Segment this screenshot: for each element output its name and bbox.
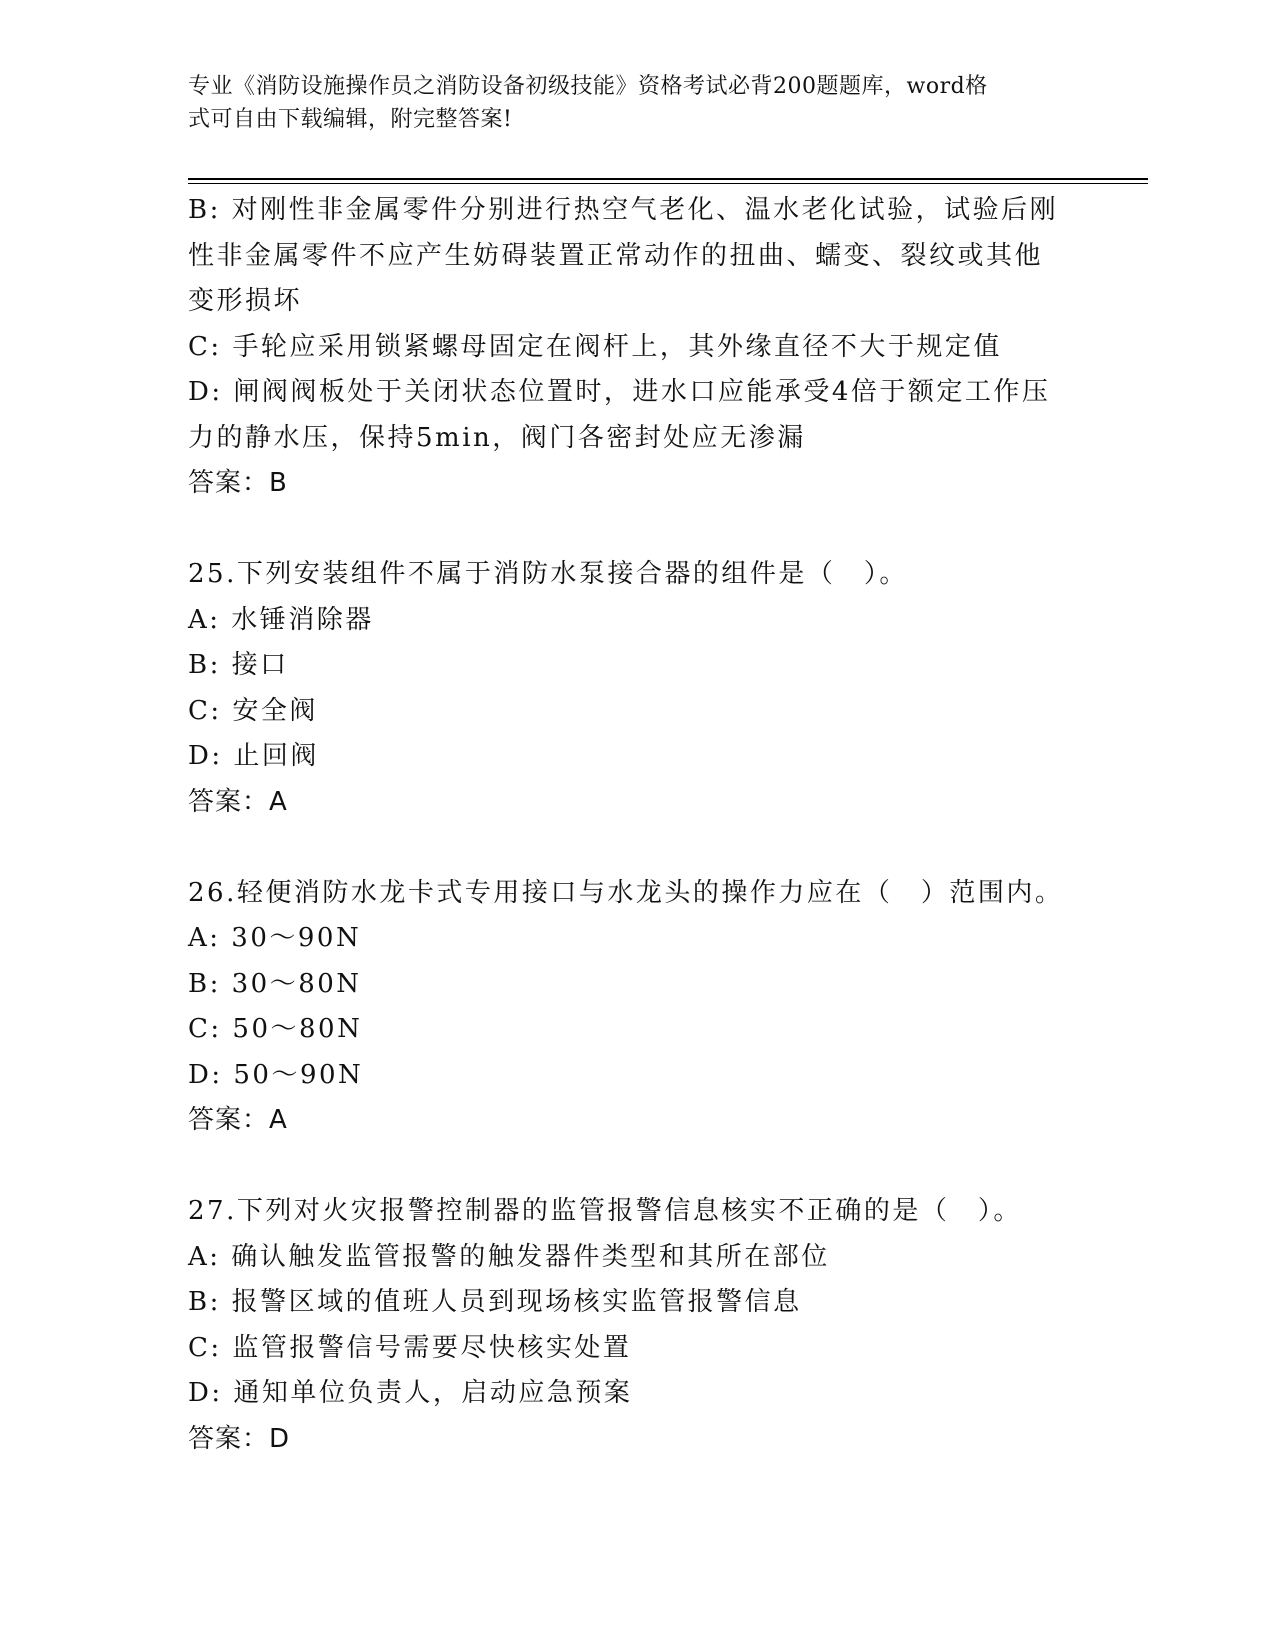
option-d: D: 止回阀 xyxy=(188,741,319,771)
question-list xyxy=(188,188,1108,1462)
option-b: B: 报警区域的值班人员到现场核实监管报警信息 xyxy=(188,1287,802,1317)
option-c: C: 监管报警信号需要尽快核实处置 xyxy=(188,1332,632,1363)
option-a: A: 水锤消除器 xyxy=(188,604,374,635)
header-divider-thin xyxy=(188,183,1148,184)
option-d: D: 通知单位负责人，启动应急预案 xyxy=(188,1378,633,1408)
page-header xyxy=(188,70,1088,136)
header-line-1: 专业《消防设施操作员之消防设备初级技能》资格考试必背200题题库，word格 xyxy=(188,74,988,99)
option-text-line: D: 闸阀阀板处于关闭状态位置时，进水口应能承受4倍于额定工作压 xyxy=(188,377,1051,407)
option-b: B: 接口 xyxy=(188,650,289,680)
answer-line: 答案：B xyxy=(188,468,288,498)
question-text: 27.下列对火灾报警控制器的监管报警信息核实不正确的是（ ）。 xyxy=(188,1196,1022,1226)
option-c: C: 50～80N xyxy=(188,1014,363,1044)
answer-line: 答案：A xyxy=(188,786,288,817)
option-d: D: 50～90N xyxy=(188,1059,364,1090)
option-a: A: 确认触发监管报警的触发器件类型和其所在部位 xyxy=(188,1241,830,1272)
question-text: 25.下列安装组件不属于消防水泵接合器的组件是（ ）。 xyxy=(188,559,908,589)
question-block-25 xyxy=(188,552,1108,825)
header-line-2: 式可自由下载编辑，附完整答案! xyxy=(188,107,513,132)
option-b: B: 30～80N xyxy=(188,968,362,999)
option-text-line: C: 手轮应采用锁紧螺母固定在阀杆上，其外缘直径不大于规定值 xyxy=(188,331,1002,362)
header-divider-thick xyxy=(188,178,1148,180)
question-block-continued xyxy=(188,188,1108,507)
option-text-line: 变形损坏 xyxy=(188,286,303,316)
answer-line: 答案：D xyxy=(188,1423,291,1454)
option-text-line: 性非金属零件不应产生妨碍装置正常动作的扭曲、蠕变、裂纹或其他 xyxy=(188,240,1044,271)
option-a: A: 30～90N xyxy=(188,923,362,953)
question-text: 26.轻便消防水龙卡式专用接口与水龙头的操作力应在（ ）范围内。 xyxy=(188,877,1064,908)
option-text-line: B: 对刚性非金属零件分别进行热空气老化、温水老化试验，试验后刚 xyxy=(188,195,1059,225)
option-c: C: 安全阀 xyxy=(188,695,318,726)
option-text-line: 力的静水压，保持5min，阀门各密封处应无渗漏 xyxy=(188,422,806,453)
answer-line: 答案：A xyxy=(188,1105,288,1135)
question-block-26 xyxy=(188,871,1108,1144)
question-block-27 xyxy=(188,1189,1108,1462)
